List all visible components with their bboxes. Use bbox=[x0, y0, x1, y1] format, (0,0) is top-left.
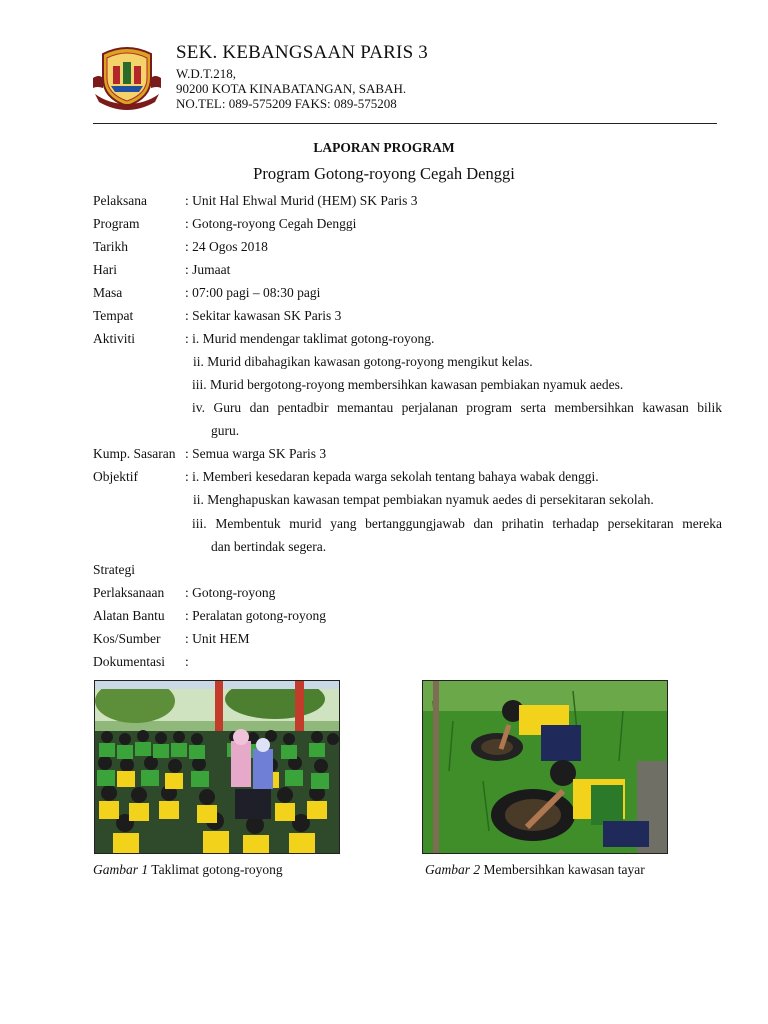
photo-1-caption-label: Gambar 1 bbox=[93, 862, 149, 877]
label-objektif: Objektif bbox=[93, 469, 138, 484]
report-title: LAPORAN PROGRAM bbox=[313, 140, 455, 155]
aktiviti-item: iii. Murid bergotong-royong membersihkan kawasan pembiakan nyamuk aedes. bbox=[192, 377, 624, 392]
label-aktiviti: Aktiviti bbox=[93, 331, 136, 346]
value-hari: : Jumaat bbox=[185, 262, 231, 277]
photo-cleaning-tyres bbox=[422, 680, 668, 854]
school-crest-icon bbox=[93, 44, 161, 110]
cleaning-scene-image bbox=[423, 681, 668, 854]
objektif-item: : i. Memberi kesedaran kepada warga sekolah tentang bahaya wabak denggi. bbox=[185, 469, 599, 484]
photo-briefing bbox=[94, 680, 340, 854]
label-tempat: Tempat bbox=[93, 308, 134, 323]
label-dokumentasi: Dokumentasi bbox=[93, 654, 165, 669]
objektif-item: ii. Menghapuskan kawasan tempat pembiakan nyamuk aedes di persekitaran sekolah. bbox=[193, 492, 654, 507]
letterhead-divider bbox=[93, 123, 717, 124]
value-masa: : 07:00 pagi – 08:30 pagi bbox=[185, 285, 321, 300]
label-kos: Kos/Sumber bbox=[93, 631, 161, 646]
value-perlaksanaan: : Gotong-royong bbox=[185, 585, 276, 600]
label-pelaksana: Pelaksana bbox=[93, 193, 147, 208]
school-name: SEK. KEBANGSAAN PARIS 3 bbox=[176, 42, 428, 63]
value-sasaran: : Semua warga SK Paris 3 bbox=[185, 446, 327, 461]
label-alatan: Alatan Bantu bbox=[93, 608, 165, 623]
aktiviti-item: iv. Guru dan pentadbir memantau perjalanan program serta membersihkan kawasan bilik bbox=[192, 400, 722, 415]
label-strategi: Strategi bbox=[93, 562, 135, 577]
value-program: : Gotong-royong Cegah Denggi bbox=[185, 216, 357, 231]
value-kos: : Unit HEM bbox=[185, 631, 250, 646]
label-tarikh: Tarikh bbox=[93, 239, 129, 254]
value-pelaksana: : Unit Hal Ehwal Murid (HEM) SK Paris 3 bbox=[185, 193, 418, 208]
aktiviti-item: ii. Murid dibahagikan kawasan gotong-royong mengikut kelas. bbox=[193, 354, 533, 369]
aktiviti-item: : i. Murid mendengar taklimat gotong-royong. bbox=[185, 331, 435, 346]
value-tarikh: : 24 Ogos 2018 bbox=[185, 239, 268, 254]
address-line-2: 90200 KOTA KINABATANGAN, SABAH. bbox=[176, 81, 407, 96]
label-program: Program bbox=[93, 216, 140, 231]
aktiviti-item-continuation: guru. bbox=[211, 423, 240, 438]
value-alatan: : Peralatan gotong-royong bbox=[185, 608, 326, 623]
briefing-scene-image bbox=[95, 681, 340, 854]
label-masa: Masa bbox=[93, 285, 123, 300]
label-hari: Hari bbox=[93, 262, 117, 277]
objektif-item: iii. Membentuk murid yang bertanggungjawab dan prihatin terhadap persekitaran mereka bbox=[192, 516, 722, 531]
label-perlaksanaan: Perlaksanaan bbox=[93, 585, 165, 600]
photo-2-caption bbox=[425, 862, 645, 878]
contact-line: NO.TEL: 089-575209 FAKS: 089-575208 bbox=[176, 96, 397, 111]
photo-2-caption-label: Gambar 2 bbox=[425, 862, 481, 877]
value-dokumentasi: : bbox=[185, 654, 189, 669]
value-tempat: : Sekitar kawasan SK Paris 3 bbox=[185, 308, 342, 323]
label-sasaran: Kump. Sasaran bbox=[93, 446, 176, 461]
photo-2-caption-text: Membersihkan kawasan tayar bbox=[480, 862, 645, 877]
photo-1-caption bbox=[93, 862, 283, 878]
objektif-item-continuation: dan bertindak segera. bbox=[211, 539, 327, 554]
photo-1-caption-text: Taklimat gotong-royong bbox=[148, 862, 283, 877]
program-title: Program Gotong-royong Cegah Denggi bbox=[253, 164, 515, 183]
address-line-1: W.D.T.218, bbox=[176, 66, 236, 81]
